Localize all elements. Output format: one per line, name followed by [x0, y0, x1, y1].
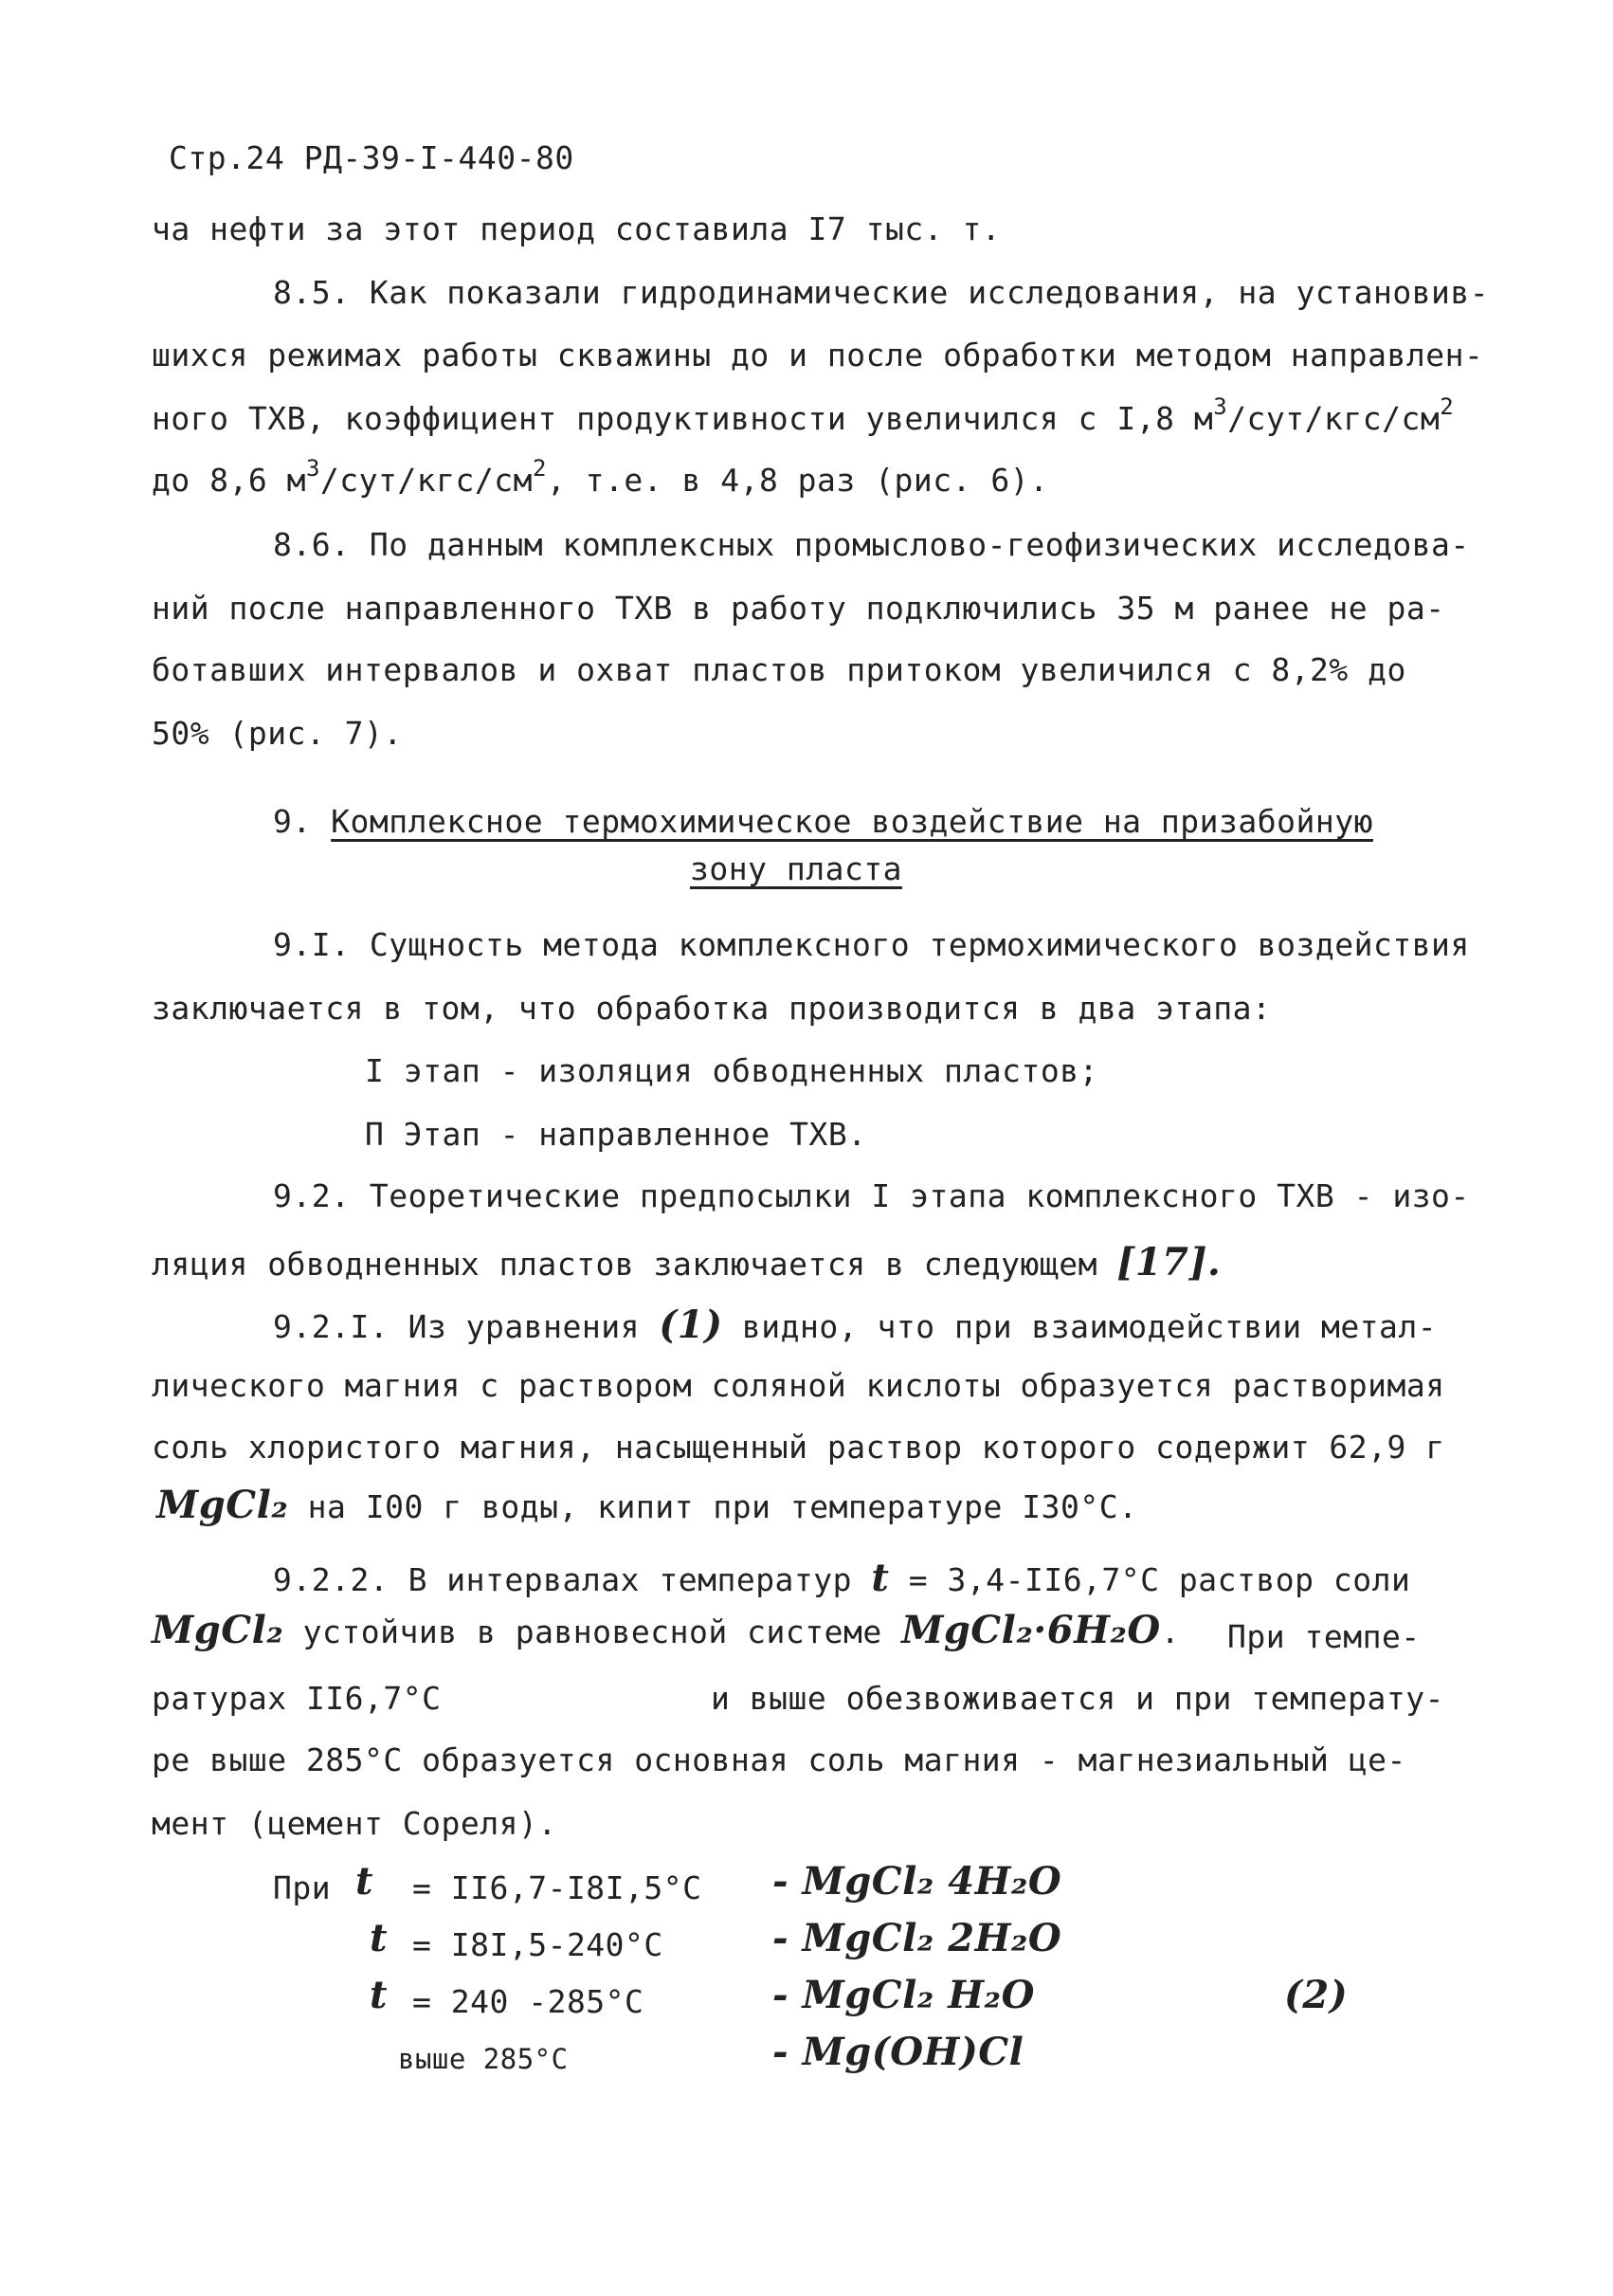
formula: MgCl₂: [156, 1483, 289, 1527]
page-header: Стр.24 РД-39-I-440-80: [169, 139, 574, 176]
text-line: [273, 1303, 1438, 1347]
text-line: ратурах II6,7°С: [152, 1680, 442, 1717]
text-span: на I00 г воды, кипит при температуре I30°С.: [288, 1488, 1138, 1525]
superscript: 3: [305, 455, 320, 482]
text-line: ре выше 285°С образуется основная соль магния - магнезиальный це-: [152, 1741, 1406, 1778]
text-line: 50% (рис. 7).: [152, 715, 403, 752]
heading-text: Комплексное термохимическое воздействие на призабойную: [331, 803, 1373, 840]
text-span: устойчив в равновесной системе: [283, 1613, 902, 1650]
equation-number: (2): [1284, 1973, 1349, 2017]
temperature-range: = 240 -285°С: [412, 1983, 644, 2020]
text-line: и выше обезвоживается и при температу-: [711, 1680, 1444, 1717]
text-line: [152, 1240, 1222, 1285]
text-span: ляция обводненных пластов заключается в следующем: [152, 1246, 1117, 1283]
text-line: [273, 1556, 1411, 1600]
text-line: ний после направленного ТХВ в работу подключились 35 м ранее не ра-: [152, 590, 1445, 627]
text-line: шихся режимах работы скважины до и после обработки методом направлен-: [152, 337, 1484, 374]
text-line: I этап - изоляция обводненных пластов;: [365, 1052, 1098, 1089]
text-line: 8.5. Как показали гидродинамические исследования, на установив-: [273, 274, 1490, 311]
heading-number: 9.: [273, 803, 332, 840]
text-span: 9.2.2. В интервалах температур: [273, 1561, 872, 1598]
text-line: [152, 455, 1049, 499]
text-span: до 8,6 м: [152, 462, 306, 499]
superscript: 2: [532, 455, 547, 482]
text-span: видно, что при взаимодействии метал-: [722, 1308, 1438, 1345]
superscript: 2: [1440, 393, 1455, 420]
text-line: заключается в том, что обработка производится в два этапа:: [152, 990, 1272, 1027]
text-span: .: [1160, 1613, 1181, 1650]
variable: t: [355, 1859, 373, 1904]
formula: - MgCl₂ H₂O: [772, 1973, 1035, 2017]
text-span: = 3,4-II6,7°С раствор соли: [889, 1561, 1411, 1598]
text-line: ча нефти за этот период составила I7 тыс. т.: [152, 210, 1002, 247]
temperature-range: = II6,7-I8I,5°С: [412, 1869, 702, 1906]
text-span: /сут/кгс/см: [319, 462, 533, 499]
formula: MgCl₂: [152, 1608, 284, 1652]
text-line: 9.I. Сущность метода комплексного термохимического воздействия: [273, 926, 1470, 963]
reaction-prefix: При: [273, 1869, 332, 1906]
text-line: мент (цемент Сореля).: [152, 1805, 557, 1842]
text-line: ботавших интервалов и охват пластов притоком увеличился с 8,2% до: [152, 651, 1406, 688]
formula: MgCl₂·6H₂O: [901, 1608, 1161, 1652]
text-line: 8.6. По данным комплексных промыслово-геофизических исследова-: [273, 526, 1470, 563]
text-line: [152, 393, 1455, 437]
text-span: 9.2.I. Из уравнения: [273, 1308, 660, 1345]
variable: t: [871, 1556, 890, 1600]
variable: t: [370, 1916, 388, 1960]
formula: - MgCl₂ 2H₂O: [772, 1916, 1062, 1960]
formula: - Mg(OH)Cl: [772, 2030, 1024, 2074]
text-line: 9.2. Теоретические предпосылки I этапа комплексного ТХВ - изо-: [273, 1177, 1470, 1214]
equation-ref: (1): [659, 1303, 723, 1347]
temperature-label: выше 285°С: [398, 2043, 569, 2075]
temperature-range: = I8I,5-240°С: [412, 1926, 663, 1963]
text-span: ного ТХВ, коэффициент продуктивности увеличился с I,8 м: [152, 400, 1214, 437]
superscript: 3: [1213, 393, 1228, 420]
text-span: /сут/кгс/см: [1227, 400, 1441, 437]
text-line: При темпе-: [1227, 1618, 1421, 1655]
section-heading-cont: зону пласта: [690, 850, 903, 887]
text-line: соль хлористого магния, насыщенный раствор которого содержит 62,9 г: [152, 1429, 1445, 1466]
text-line: [156, 1483, 1138, 1527]
text-span: , т.е. в 4,8 раз (рис. 6).: [546, 462, 1049, 499]
text-line: лического магния с раствором соляной кислоты образуется растворимая: [152, 1367, 1445, 1404]
formula: - MgCl₂ 4H₂O: [772, 1859, 1062, 1904]
variable: t: [370, 1973, 388, 2017]
section-heading: [273, 803, 1373, 840]
text-line: [152, 1608, 1181, 1652]
text-line: П Этап - направленное ТХВ.: [365, 1116, 867, 1153]
reference: [17].: [1116, 1240, 1222, 1285]
